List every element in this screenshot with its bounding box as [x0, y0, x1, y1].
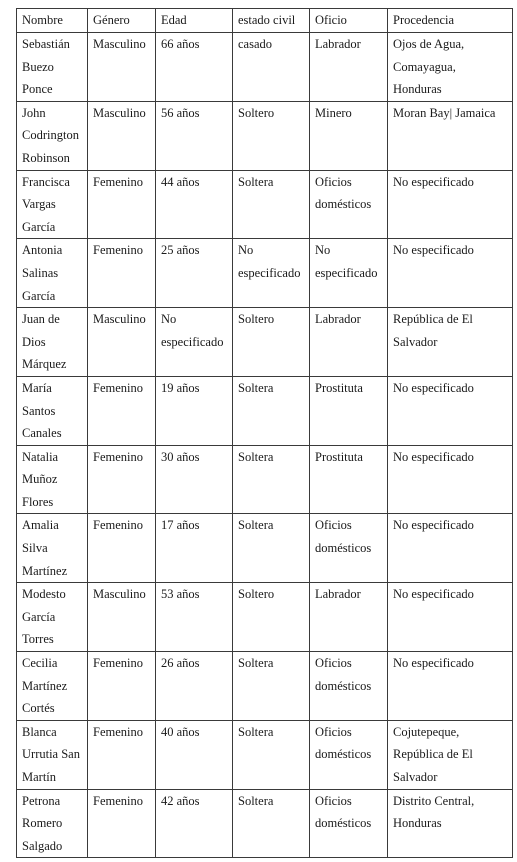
cell-genero: Femenino — [88, 652, 156, 721]
cell-oficio: Oficios domésticos — [310, 789, 388, 858]
cell-nombre: Natalia Muñoz Flores — [17, 445, 88, 514]
cell-procedencia: No especificado — [388, 583, 513, 652]
cell-oficio: Oficios domésticos — [310, 514, 388, 583]
cell-genero: Masculino — [88, 583, 156, 652]
header-estado-civil: estado civil — [233, 9, 310, 33]
cell-edad: 42 años — [156, 789, 233, 858]
cell-edad: 53 años — [156, 583, 233, 652]
cell-estado-civil: Soltero — [233, 101, 310, 170]
cell-edad: 17 años — [156, 514, 233, 583]
table-row — [17, 720, 513, 789]
cell-oficio: No especificado — [310, 239, 388, 308]
cell-estado-civil: Soltera — [233, 514, 310, 583]
table-row — [17, 33, 513, 102]
cell-nombre: Juan de Dios Márquez — [17, 308, 88, 377]
cell-nombre: Modesto García Torres — [17, 583, 88, 652]
cell-edad: No especificado — [156, 308, 233, 377]
cell-oficio: Prostituta — [310, 376, 388, 445]
cell-edad: 19 años — [156, 376, 233, 445]
cell-edad: 25 años — [156, 239, 233, 308]
cell-procedencia: Moran Bay| Jamaica — [388, 101, 513, 170]
cell-nombre: Antonia Salinas García — [17, 239, 88, 308]
cell-edad: 44 años — [156, 170, 233, 239]
cell-nombre: Blanca Urrutia San Martín — [17, 720, 88, 789]
table-header — [17, 9, 513, 33]
table-row — [17, 445, 513, 514]
cell-oficio: Labrador — [310, 33, 388, 102]
cell-estado-civil: No especificado — [233, 239, 310, 308]
table-row — [17, 789, 513, 858]
header-nombre: Nombre — [17, 9, 88, 33]
table-row — [17, 652, 513, 721]
cell-edad: 66 años — [156, 33, 233, 102]
cell-genero: Masculino — [88, 308, 156, 377]
cell-estado-civil: Soltera — [233, 720, 310, 789]
table-row — [17, 583, 513, 652]
header-edad: Edad — [156, 9, 233, 33]
header-oficio: Oficio — [310, 9, 388, 33]
cell-procedencia: República de El Salvador — [388, 308, 513, 377]
cell-edad: 30 años — [156, 445, 233, 514]
header-genero: Género — [88, 9, 156, 33]
cell-oficio: Oficios domésticos — [310, 652, 388, 721]
cell-genero: Femenino — [88, 789, 156, 858]
cell-oficio: Oficios domésticos — [310, 170, 388, 239]
cell-procedencia: No especificado — [388, 652, 513, 721]
cell-genero: Femenino — [88, 720, 156, 789]
cell-genero: Femenino — [88, 376, 156, 445]
cell-estado-civil: Soltera — [233, 170, 310, 239]
cell-nombre: Petrona Romero Salgado — [17, 789, 88, 858]
cell-nombre: John Codrington Robinson — [17, 101, 88, 170]
cell-procedencia: No especificado — [388, 376, 513, 445]
cell-genero: Femenino — [88, 170, 156, 239]
cell-genero: Masculino — [88, 101, 156, 170]
cell-estado-civil: Soltero — [233, 583, 310, 652]
cell-estado-civil: Soltero — [233, 308, 310, 377]
table-row — [17, 514, 513, 583]
cell-procedencia: No especificado — [388, 170, 513, 239]
table-row — [17, 308, 513, 377]
cell-genero: Femenino — [88, 445, 156, 514]
cell-estado-civil: Soltera — [233, 376, 310, 445]
cell-estado-civil: Soltera — [233, 789, 310, 858]
cell-edad: 56 años — [156, 101, 233, 170]
cell-oficio: Oficios domésticos — [310, 720, 388, 789]
header-row — [17, 9, 513, 33]
table-row — [17, 376, 513, 445]
cell-edad: 26 años — [156, 652, 233, 721]
table-row — [17, 101, 513, 170]
cell-nombre: Sebastián Buezo Ponce — [17, 33, 88, 102]
cell-procedencia: No especificado — [388, 514, 513, 583]
cell-nombre: Cecilia Martínez Cortés — [17, 652, 88, 721]
cell-nombre: María Santos Canales — [17, 376, 88, 445]
cell-genero: Masculino — [88, 33, 156, 102]
cell-oficio: Labrador — [310, 583, 388, 652]
table-body — [17, 33, 513, 858]
cell-estado-civil: casado — [233, 33, 310, 102]
cell-nombre: Amalia Silva Martínez — [17, 514, 88, 583]
cell-oficio: Minero — [310, 101, 388, 170]
cell-procedencia: Ojos de Agua, Comayagua, Honduras — [388, 33, 513, 102]
cell-oficio: Prostituta — [310, 445, 388, 514]
cell-procedencia: No especificado — [388, 445, 513, 514]
header-procedencia: Procedencia — [388, 9, 513, 33]
cell-procedencia: No especificado — [388, 239, 513, 308]
table-row — [17, 170, 513, 239]
cell-oficio: Labrador — [310, 308, 388, 377]
cell-edad: 40 años — [156, 720, 233, 789]
table-row — [17, 239, 513, 308]
cell-estado-civil: Soltera — [233, 652, 310, 721]
cell-procedencia: Distrito Central, Honduras — [388, 789, 513, 858]
cell-procedencia: Cojutepeque, República de El Salvador — [388, 720, 513, 789]
cell-nombre: Francisca Vargas García — [17, 170, 88, 239]
cell-genero: Femenino — [88, 514, 156, 583]
cell-genero: Femenino — [88, 239, 156, 308]
records-table — [16, 8, 513, 858]
cell-estado-civil: Soltera — [233, 445, 310, 514]
